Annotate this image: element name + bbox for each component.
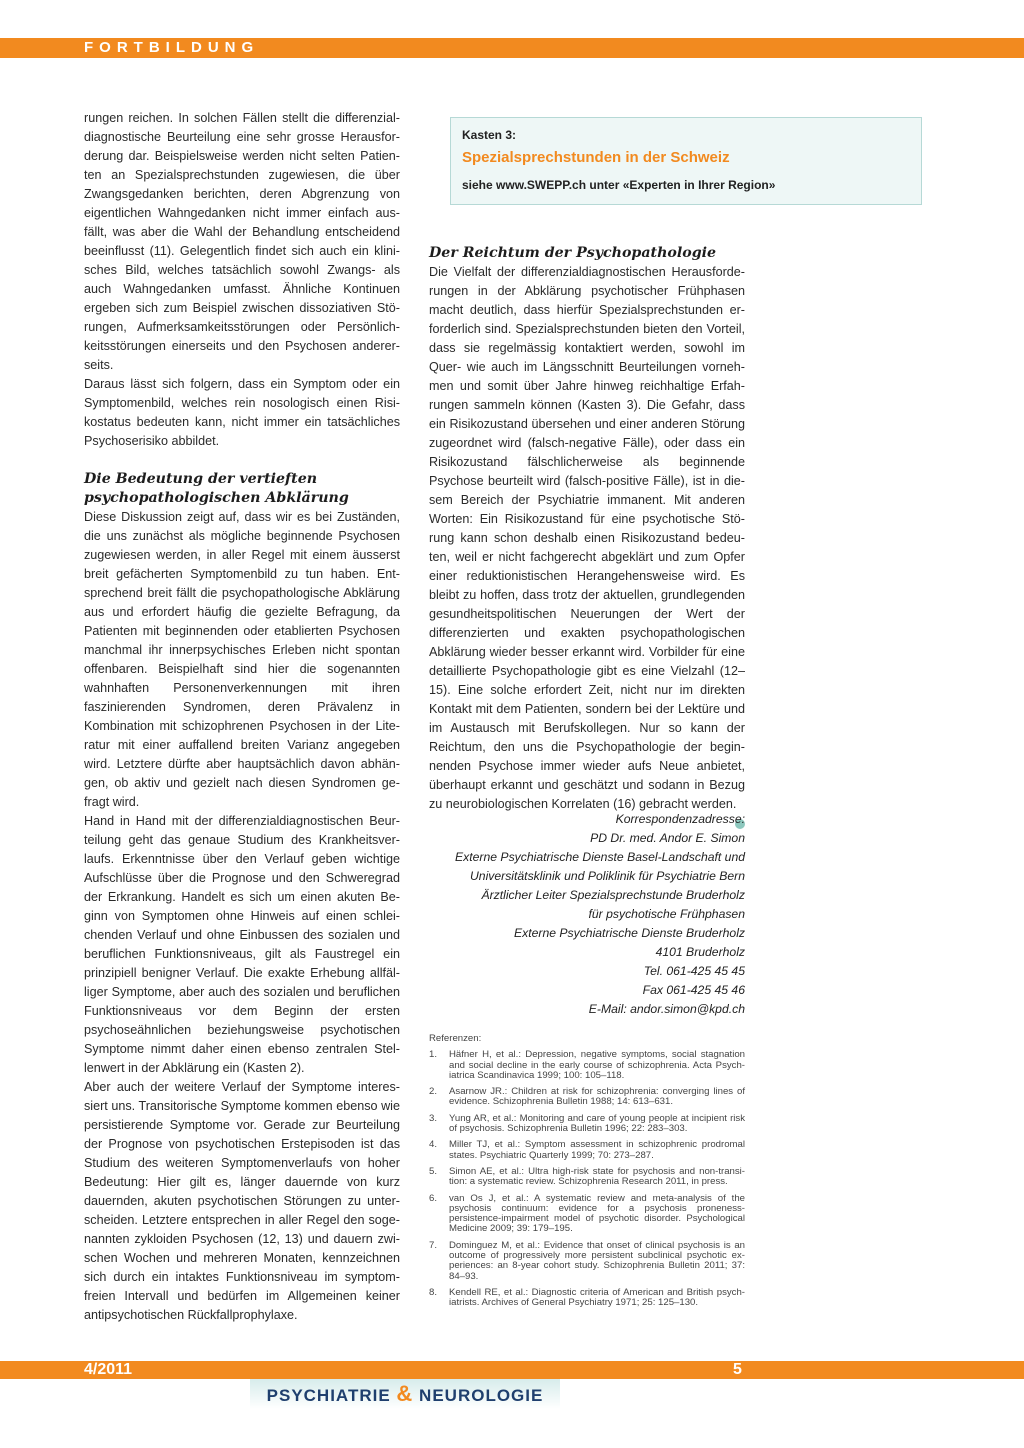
reference-item (429, 1140, 745, 1161)
reference-number: 8. (429, 1286, 438, 1298)
references (429, 1034, 745, 1315)
section-header-bar (0, 38, 1024, 58)
reference-number: 4. (429, 1139, 438, 1151)
paragraph: Diese Diskussion zeigt auf, dass wir es bei Zuständen, die uns zunächst als mögliche beginnende Psychosen zugewiesen werden, in aller Regel mit einem äusserst breit gefächerten Symptomenbild zu tun haben. Entsprechend breit fällt die psychopathologische Abklärung aus und erfordert häufig die gezielte Befragung, da Patienten mit beginnenden oder etablierten Psychosen manchmal ihr innerpsychisches Erleben nicht spontan offenbaren. Beispielhaft sind hier die sogenannten wahnhaften Personenverkennungen mit ihren faszinierenden Syndromen, deren Prävalenz in Kombination mit schizophrenen Psychosen in der Literatur mit einer auffallend breiten Varianz angegeben wird. Letztere dürfte aber hauptsächlich davon abhängen, ob aktiv und gezielt nach diesen Syndromen gefragt wird. (84, 510, 400, 809)
reference-text: Häfner H, et al.: Depression, negative symptoms, social stagnation and social decline in the early course of schizophrenia. Acta Psychiatrica Scandinavica 1999; 100: 105–118. (449, 1049, 745, 1081)
address-line: Externe Psychiatrische Dienste Bruderholz (514, 926, 745, 940)
reference-text: Simon AE, et al.: Ultra high-risk state for psychosis and non-transition: a systematic review. Schizophrenia Research 2011, in press. (449, 1165, 745, 1188)
paragraph: Aber auch der weitere Verlauf der Symptome interessiert uns. Transitorische Symptome kommen ebenso wie persistierende Symptome vor. Gerade zur Beurteilung der Prognose von psychotischen Erstepisoden ist das Studium des weiteren Symptomenverlaufs von hoher Bedeutung: Hier gilt es, länger dauernde von kurz dauernden, akuten psychotischen Störungen zu unterscheiden. Letztere entsprechen in aller Regel den sogenannten zykloiden Psychosen (12, 13) und dauern zwischen Wochen und mehreren Monaten, kennzeichnen sich durch ein intaktes Funktionsniveau im symptomfreien Intervall und bedürfen im Allgemeinen keiner antipsychotischen Rückfallprophylaxe. (84, 1080, 400, 1322)
reference-item (429, 1050, 745, 1081)
address-line: PD Dr. med. Andor E. Simon (590, 831, 745, 845)
journal-logo (250, 1379, 560, 1409)
reference-number: 3. (429, 1112, 438, 1124)
reference-item (429, 1114, 745, 1135)
reference-text: Yung AR, et al.: Monitoring and care of young people at incipient risk of psychosis. Schizophrenia Bulletin 1996; 22: 283–303. (449, 1112, 745, 1135)
page-number: 5 (733, 1361, 742, 1378)
reference-item (429, 1087, 745, 1108)
reference-number: 2. (429, 1086, 438, 1098)
section-title: FORTBILDUNG (84, 39, 260, 56)
paragraph: rungen reichen. In solchen Fällen stellt die differenzialdiagnostische Beurteilung eine sehr grosse Herausforderung dar. Beispielsweise werden nicht selten Patienten an Spezialsprechstunden zugewiesen, die über Zwangsgedanken berichten, deren Abgrenzung von eigentlichen Wahngedanken nicht immer einfach ausfällt, was aber die Wahl der Behandlung entscheidend beeinflusst (11). Gelegentlich findet sich auch ein klinisches Bild, welches tatsächlich sowohl Zwangs- als auch Wahngedanken umfasst. Ähnliche Kontinuen ergeben sich zum Beispiel zwischen dissoziativen Störungen, Aufmerksamkeitsstörungen oder Persönlichkeitsstörungen einerseits und den Psychosen andererseits. (84, 111, 400, 372)
reference-text: Miller TJ, et al.: Symptom assessment in schizophrenic prodromal states. Psychiatric Quarterly 1999; 70: 273–287. (449, 1139, 745, 1161)
address-line: E-Mail: andor.simon@kpd.ch (588, 1002, 745, 1016)
reference-text: Kendell RE, et al.: Diagnostic criteria of American and British psychiatrists. Archives of General Psychiatry 1971; 25: 125–130. (449, 1286, 745, 1309)
address-line: Korrespondenzadresse: (615, 812, 745, 826)
reference-item (429, 1167, 745, 1188)
reference-number: 7. (429, 1239, 438, 1251)
journal-name-right: NEUROLOGIE (419, 1386, 544, 1405)
left-column (84, 109, 400, 1325)
address-line: für psychotische Frühphasen (588, 907, 745, 921)
journal-ampersand: & (396, 1381, 414, 1406)
address-line: Universitätsklinik und Poliklinik für Psychiatrie Bern (470, 869, 745, 883)
reference-text: van Os J, et al.: A systematic review and meta-analysis of the psychosis continuum: evidence for a psychosis proneness-persistence-impairment model of psychotic disorder. Psychological Medicine 2009; 39: 179–195. (449, 1192, 745, 1235)
footer-bar (0, 1361, 1024, 1379)
section-heading: Der Reichtum der Psychopathologie (429, 245, 717, 261)
reference-text: Dominguez M, et al.: Evidence that onset of clinical psychosis is an outcome of progressively more persistent subclinical psychotic experiences: an 8-year cohort study. Schizophrenia Bulletin 2011; 37: 84–93. (449, 1239, 745, 1282)
box-title: Spezialsprechstunden in der Schweiz (462, 149, 730, 166)
box-subtitle: siehe www.SWEPP.ch unter «Experten in Ihrer Region» (462, 178, 776, 192)
reference-item (429, 1288, 745, 1309)
correspondence-address (429, 810, 745, 1019)
reference-list (429, 1050, 745, 1308)
address-line: Tel. 061-425 45 45 (643, 964, 745, 978)
info-box-kasten-3 (450, 117, 922, 205)
references-title: Referenzen: (429, 1033, 482, 1044)
issue-number: 4/2011 (84, 1361, 133, 1378)
journal-name (250, 1379, 560, 1411)
reference-number: 6. (429, 1192, 438, 1204)
address-line: 4101 Bruderholz (655, 945, 745, 959)
address-line: Fax 061-425 45 46 (642, 983, 745, 997)
reference-text: Asarnow JR.: Children at risk for schizophrenia: converging lines of evidence. Schizophrenia Bulletin 1988; 14: 613–631. (449, 1086, 745, 1108)
reference-number: 5. (429, 1165, 438, 1177)
journal-name-left: PSYCHIATRIE (266, 1386, 391, 1405)
right-column (429, 244, 745, 829)
reference-number: 1. (429, 1049, 438, 1061)
address-line: Externe Psychiatrische Dienste Basel-Landschaft und (455, 850, 745, 864)
reference-item (429, 1194, 745, 1235)
address-line: Ärztlicher Leiter Spezialsprechstunde Bruderholz (481, 888, 745, 902)
box-label: Kasten 3: (462, 128, 517, 142)
section-heading: Die Bedeutung der vertieften psychopathologischen Abklärung (84, 471, 349, 506)
spacer (84, 451, 400, 470)
paragraph: Die Vielfalt der differenzialdiagnostischen Herausforderungen in der Abklärung psychotischer Frühphasen macht deutlich, dass hierfür Spezialsprechstunden erforderlich sind. Spezialsprechstunden bieten den Vorteil, dass sie regelmässig kontaktiert werden, sowohl im Quer- wie auch im Längsschnitt Beurteilungen vornehmen und somit über Jahre hinweg reichhaltige Erfahrungen sammeln können (Kasten 3). Die Gefahr, dass ein Risikozustand übersehen und einer anderen Störung zugeordnet wird (falsch-negative Fälle), oder dass ein Risikozustand fälschlicherweise als beginnende Psychose beurteilt wird (falsch-positive Fälle), ist in diesem Bereich der Psychiatrie immanent. Mit anderen Worten: Ein Risikozustand für eine psychotische Störung kann schon deshalb einen Risikozustand bedeuten, weil er nicht fachgerecht abgeklärt und zum Opfer einer reduktionistischen Herangehensweise wird. Es bleibt zu hoffen, dass trotz der aktuellen, grundlegenden gesundheitspolitischen Neuerungen der Wert der differenzierten und exakten psychopathologischen Abklärung wieder besser erkannt wird. Vorbilder für eine detaillierte Psychopathologie gibt es eine Vielzahl (12–15). Eine solche erfordert Zeit, nicht nur im direkten Kontakt mit dem Patienten, sondern bei der Lektüre und im Austausch mit Berufskollegen. Nur so kann der Reichtum, den uns die Psychopathologie der beginnenden Psychose immer wieder aufs Neue anbietet, überhaupt erkannt und geschätzt und sodann in Bezug zu neurobiologischen Korrelaten (16) gebracht werden. (429, 265, 745, 811)
reference-item (429, 1241, 745, 1282)
paragraph: Daraus lässt sich folgern, dass ein Symptom oder ein Symptomenbild, welches rein nosologisch einen Risikostatus bedeuten kann, nicht immer ein tatsächliches Psychoserisiko abbildet. (84, 377, 400, 448)
paragraph: Hand in Hand mit der differenzialdiagnostischen Beurteilung geht das genaue Studium des Krankheitsverlaufs. Erkenntnisse über den Verlauf geben wichtige Aufschlüsse über die Prognose und den Schweregrad der Erkrankung. Handelt es sich um einen akuten Beginn von Symptomen ohne Hinweis auf einen schleichenden Verlauf und ohne Einbussen des sozialen und beruflichen Funktionsniveaus, gilt als Faustregel ein prinzipiell benigner Verlauf. Die exakte Erhebung allfälliger Symptome, aber auch des sozialen und beruflichen Funktionsniveaus vor dem Beginn der ersten psychoseähnlichen beziehungsweise psychotischen Symptome nimmt daher einen ebenso zentralen Stellenwert in der Abklärung ein (Kasten 2). (84, 814, 400, 1075)
